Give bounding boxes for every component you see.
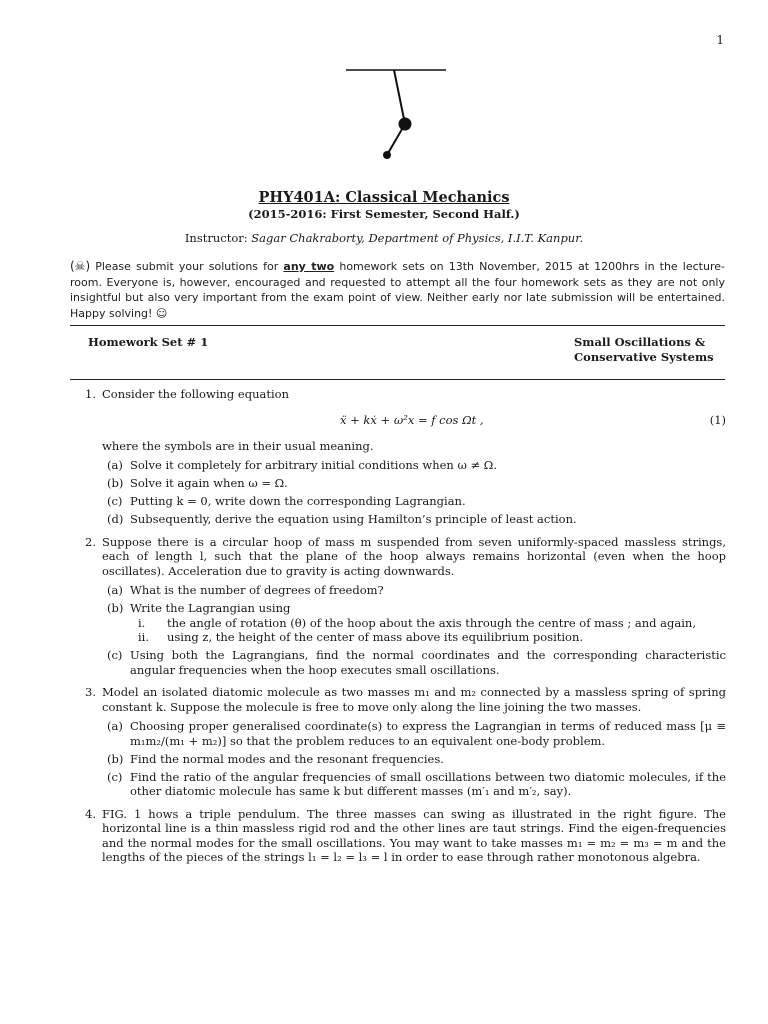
subpart-label: ii. — [138, 630, 150, 644]
homework-topic-line1: Small Oscillations & — [574, 335, 706, 349]
pendulum-string-upper — [394, 70, 405, 124]
subpart-text: the angle of rotation (θ) of the hoop about the axis through the centre of mass ; and again, — [167, 615, 696, 630]
part-label: (a) — [107, 583, 123, 597]
homework-set-label: Homework Set # 1 — [88, 335, 209, 349]
problem-intro: Consider the following equation — [102, 387, 289, 401]
instructor-name: Sagar Chakraborty, Department of Physics, I.I.T. Kanpur. — [251, 231, 584, 245]
problem-parts — [102, 583, 726, 677]
subpart-label: i. — [138, 615, 146, 630]
problem-note: where the symbols are in their usual meaning. — [102, 438, 374, 453]
part-text: Subsequently, derive the equation using Hamilton’s principle of least action. — [130, 512, 577, 526]
part-text: Write the Lagrangian using — [130, 601, 291, 615]
part-text: Find the ratio of the angular frequencies of small oscillations between two diatomic molecules, if the other diatomic molecule has same k but different masses (m′₁ and m′₂, say). — [130, 769, 726, 798]
notice-text-after: homework sets on 13th November, 2015 at 1200hrs in the lecture-room. Everyone is, however, encouraged and requested to attempt all the four homework sets as they are not only insightful but also very important from the exam point of view. Neither early nor late submission will be entertained. Happy solving! ☺ — [70, 260, 725, 320]
part-label: (b) — [107, 601, 124, 615]
homework-header-box — [70, 325, 725, 380]
problem-part — [102, 583, 726, 598]
part-text: Choosing proper generalised coordinate(s) to express the Lagrangian in terms of reduced mass [μ ≡ m₁m₂/(m₁ + m₂)] so that the problem reduces to an equivalent one-body problem. — [130, 719, 726, 748]
part-label: (c) — [107, 494, 123, 508]
part-text: Solve it completely for arbitrary initial conditions when ω ≠ Ω. — [130, 458, 497, 472]
problem-part — [102, 770, 726, 799]
problem-part — [102, 752, 726, 767]
problem-intro: Model an isolated diatomic molecule as two masses m₁ and m₂ connected by a massless spring of spring constant k. Suppose the molecule is free to move only along the line joining the two masses. — [102, 685, 726, 714]
page-number: 1 — [716, 33, 724, 47]
problem-parts — [102, 719, 726, 799]
pendulum-figure — [340, 64, 450, 164]
problem-number: 2. — [85, 534, 96, 549]
problem-part — [102, 494, 726, 509]
part-label: (c) — [107, 648, 123, 662]
problem-number: 1. — [85, 387, 96, 401]
problem-part — [102, 719, 726, 748]
part-label: (a) — [107, 458, 123, 472]
problem-parts — [102, 458, 726, 527]
course-title: PHY401A: Classical Mechanics — [258, 189, 510, 206]
problem-2 — [70, 535, 726, 678]
part-text: Using both the Lagrangians, find the normal coordinates and the corresponding characteristic angular frequencies when the hoop executes small oscillations. — [130, 648, 726, 677]
problem-3 — [70, 685, 726, 799]
problem-part — [102, 648, 726, 677]
part-label: (b) — [107, 751, 124, 766]
problem-subpart — [130, 630, 726, 645]
equation: ẍ + kẋ + ω²x = f cos Ωt , — [340, 412, 484, 427]
problem-list — [70, 387, 726, 873]
equation-number: (1) — [709, 412, 726, 427]
problem-intro: Suppose there is a circular hoop of mass m suspended from seven uniformly-spaced massless strings, each of length l, such that the plane of the hoop always remains horizontal (even when the hoop oscillates). Acceleration due to gravity is acting downwards. — [102, 534, 726, 578]
course-header — [0, 189, 768, 245]
part-text: Solve it again when ω = Ω. — [130, 476, 288, 490]
instructor-line — [0, 231, 768, 245]
problem-number: 4. — [85, 806, 96, 821]
problem-4 — [70, 807, 726, 865]
homework-topic-line2: Conservative Systems — [574, 349, 714, 364]
problem-part — [102, 458, 726, 473]
submission-notice — [70, 259, 725, 321]
problem-part — [102, 476, 726, 491]
part-text: What is the number of degrees of freedom? — [130, 583, 384, 597]
problem-1 — [70, 387, 726, 527]
notice-text-before: Please submit your solutions for — [90, 260, 284, 273]
skull-crossbones-icon: (☠) — [70, 259, 91, 273]
notice-emphasis: any two — [283, 260, 335, 273]
part-text: Find the normal modes and the resonant frequencies. — [130, 751, 444, 766]
problem-part — [102, 601, 726, 645]
homework-topic — [574, 335, 714, 364]
pendulum-string-lower — [387, 124, 405, 155]
part-text: Putting k = 0, write down the corresponding Lagrangian. — [130, 494, 466, 508]
part-label: (c) — [107, 769, 123, 784]
instructor-prefix: Instructor: — [184, 231, 252, 245]
part-label: (d) — [107, 512, 124, 526]
semester-subtitle: (2015-2016: First Semester, Second Half.) — [248, 207, 520, 221]
part-label: (a) — [107, 719, 123, 733]
part-label: (b) — [107, 476, 124, 490]
pendulum-mass-small — [383, 151, 391, 159]
problem-subpart — [130, 616, 726, 631]
problem-part — [102, 512, 726, 527]
subpart-text: using z, the height of the center of mass above its equilibrium position. — [167, 630, 584, 644]
equation-row — [102, 413, 726, 430]
problem-intro: FIG. 1 hows a triple pendulum. The three masses can swing as illustrated in the right figure. The horizontal line is a thin massless rigid rod and the other lines are taut strings. Find the eigen-frequencies and the normal modes for the small oscillations. You may want to take masses m₁ = m₂ = m₃ = m and the lengths of the pieces of the strings l₁ = l₂ = l₃ = l in order to ease through rather monotonous algebra. — [102, 806, 726, 864]
problem-number: 3. — [85, 685, 96, 699]
